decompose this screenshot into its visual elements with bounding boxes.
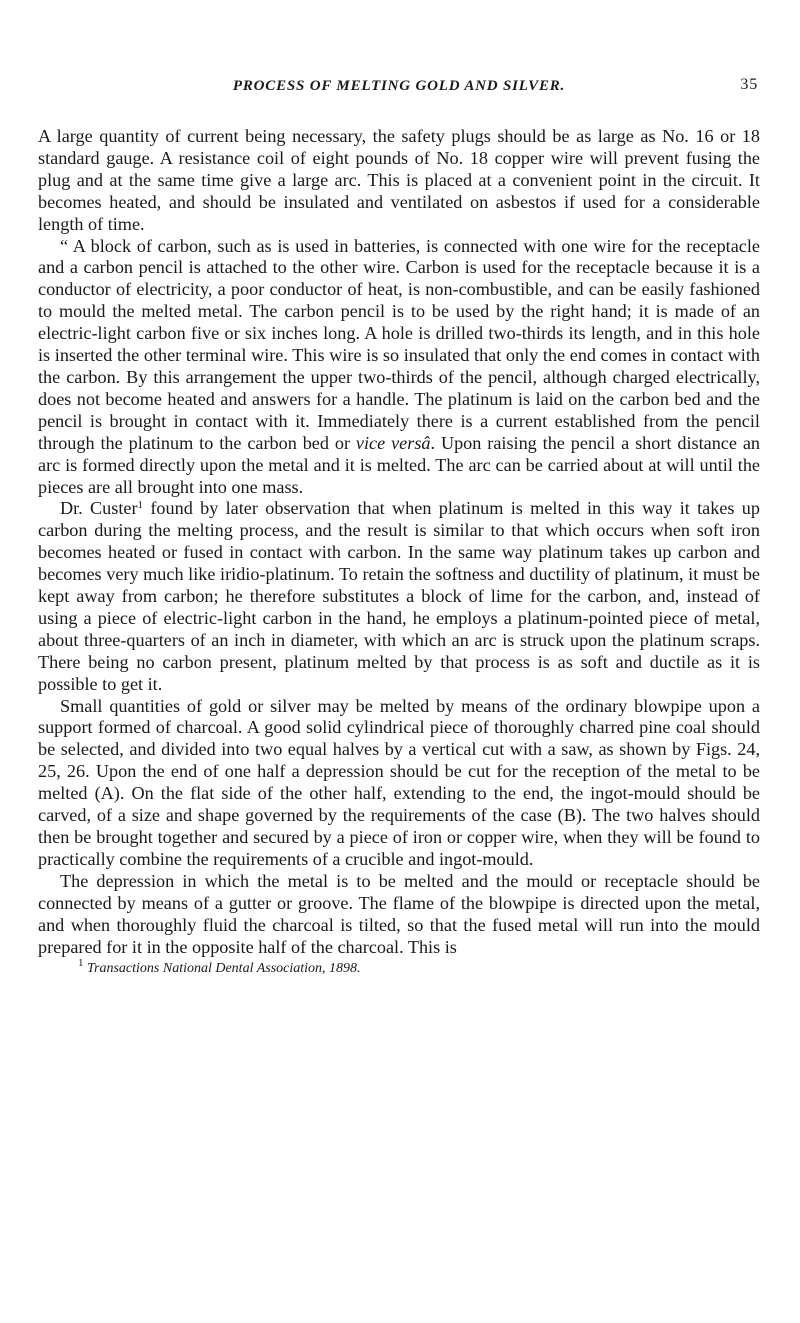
footnote-reference: 1 (137, 499, 144, 512)
footnote-marker: 1 (78, 957, 84, 970)
italic-phrase: vice versâ (355, 432, 431, 453)
paragraph-text: . Upon raising the pencil a short distance an arc is formed directly upon the metal and it is melted. The arc can be carried about at will until the pieces are all brought into one mass. (38, 432, 761, 497)
paragraph-dr-custer (38, 498, 760, 695)
book-page (38, 0, 760, 1323)
footnote (38, 957, 760, 978)
paragraph-text: The depression in which the metal is to be melted and the mould or receptacle should be connected by means of a gutter or groove. The flame of the blowpipe is directed upon the metal, and when thoroughly fluid the charcoal is tilted, so that the fused metal will run into the mould prepared for it in the opposite half of the charcoal. This is (38, 870, 760, 957)
paragraph-text: A large quantity of current being necessary, the safety plugs should be as large as No. 16 or 18 standard gauge. A resistance coil of eight pounds of No. 18 copper wire will prevent fusing the plug and at the same time give a large arc. This is placed at a convenient point in the circuit. It becomes heated, and should be insulated and ventilated on asbestos if used for a considerable length of time. (38, 126, 760, 234)
paragraph-text: Small quantities of gold or silver may be melted by means of the ordinary blowpipe upon a support formed of charcoal. A good solid cylindrical piece of thoroughly charred pine coal should be selected, and divided into two equal halves by a vertical cut with a saw, as shown by Figs. 24, 25, 26. Upon the end of one half a depression should be cut for the reception of the metal to be melted (A). On the flat side of the other half, extending to the end, the ingot-mould should be carved, of a size and shape governed by the requirements of the case (B). The two halves should then be brought together and secured by a piece of iron or copper wire, when they will be found to practically combine the requirements of a crucible and ingot-mould. (38, 695, 760, 869)
running-head (38, 70, 760, 110)
paragraph-text: “ A block of carbon, such as is used in batteries, is connected with one wire for the receptacle and a carbon pencil is attached to the other wire. Carbon is used for the receptacle because it is a conductor of electricity, a poor conductor of heat, is non-combustible, and can be easily fashioned to mould the melted metal. The carbon pencil is to be used by the right hand; it is made of an electric-light carbon five or six inches long. A hole is drilled two-thirds its length, and in this hole is inserted the other terminal wire. This wire is so insulated that only the end comes in contact with the carbon. By this arrangement the upper two-thirds of the pencil, although charged electrically, does not become heated and answers for a handle. The platinum is laid on the carbon bed and the pencil is brought in contact with it. Immediately there is a current established from the pencil through the platinum to the carbon bed or (38, 235, 760, 453)
body-text (38, 126, 760, 958)
footnote-text: Transactions National Dental Association, 1898. (87, 961, 361, 977)
paragraph-depression (38, 871, 760, 959)
paragraph-safety-plugs (38, 126, 760, 236)
page-number: 35 (740, 76, 758, 93)
running-title: PROCESS OF MELTING GOLD AND SILVER. (232, 78, 566, 94)
paragraph-text: found by later observation that when platinum is melted in this way it takes up carbon during the melting process, and the result is similar to that which occurs when soft iron becomes heated or fused in contact with carbon. In the same way platinum takes up carbon and becomes very much like iridio-platinum. To retain the softness and ductility of platinum, it must be kept away from carbon; he therefore substitutes a block of lime for the carbon, and, instead of using a piece of electric-light carbon in the hand, he employs a platinum-pointed piece of metal, about three-quarters of an inch in diameter, with which an arc is struck upon the platinum scraps. There being no carbon present, platinum melted by that process is as soft and ductile as it is possible to get it. (38, 498, 760, 694)
paragraph-text: Dr. Custer (60, 498, 138, 519)
paragraph-carbon-block (38, 236, 760, 499)
paragraph-blowpipe (38, 696, 760, 871)
